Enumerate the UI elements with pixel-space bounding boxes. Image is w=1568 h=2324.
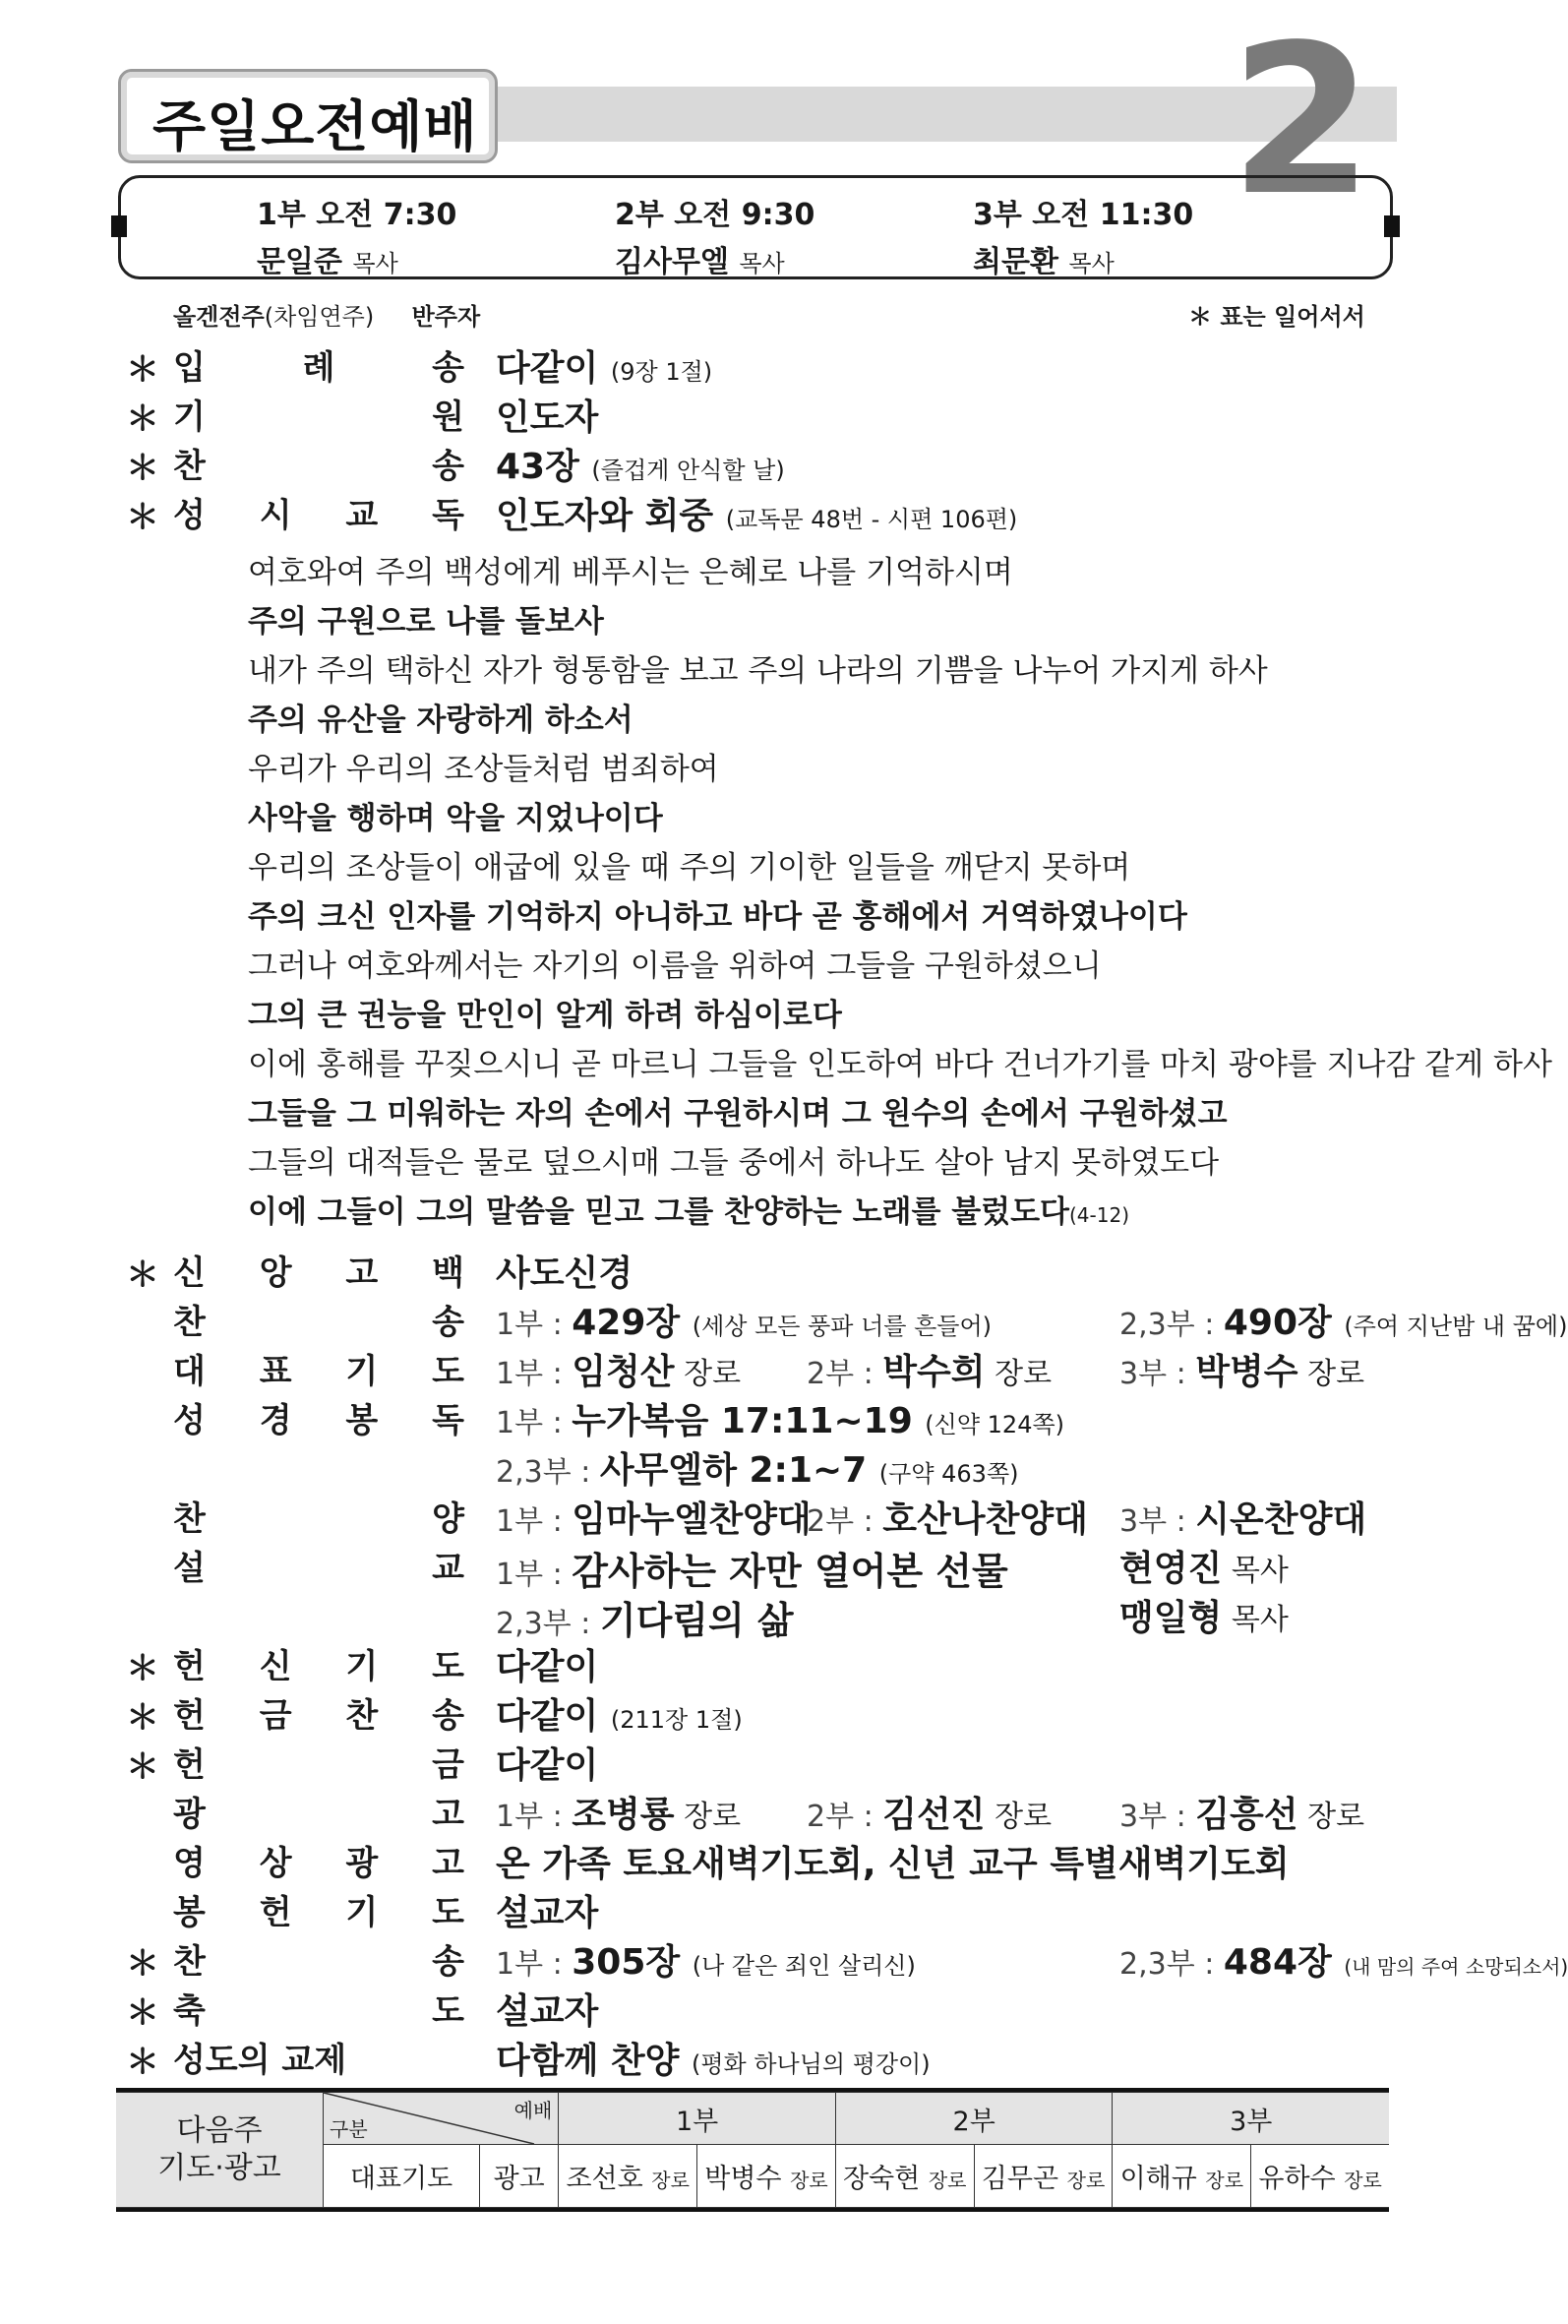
hymn-23: 490장 [1223, 1303, 1332, 1343]
row-label: 헌 금 [173, 1745, 464, 1785]
row-label: 축 도 [173, 1991, 464, 2031]
service-2-role: 목사 [739, 250, 785, 277]
order-row-entrance [126, 340, 1405, 390]
cell-2-notice: 김무곤 장로 [974, 2145, 1113, 2208]
service-1-pastor: 문일준 [257, 245, 342, 279]
stand-marker: ＊ [126, 1255, 159, 1295]
reading-line: 그의 큰 권능을 만인이 알게 하려 하심이로다 [248, 998, 842, 1033]
standing-note: ＊ 표는 일어서서 [1188, 303, 1365, 331]
row-value: 인도자 [496, 398, 599, 438]
row-label: 성도의 교제 [173, 2041, 347, 2080]
row-note: (즐겁게 안식할 날) [591, 457, 785, 484]
service-1 [257, 190, 456, 280]
order-row-offering-prayer: 봉 헌 기 도 설교자 [126, 1885, 1405, 1934]
reading-line: 우리가 우리의 조상들처럼 범죄하여 [248, 752, 719, 787]
row-label: 봉 헌 기 도 [173, 1893, 464, 1932]
row-note: (9장 1절) [610, 358, 713, 386]
cell-1-notice: 박병수 장로 [697, 2145, 836, 2208]
order-row-prayer: 대 표 기 도 1부 : 임청산 장로 2부 : 박수희 장로 3부 : 박병수 장로 [126, 1344, 1405, 1393]
box-marker-right [1384, 215, 1400, 237]
order-row-choir: 찬 양 1부 : 임마누엘찬양대 2부 : 호산나찬양대 3부 : 시온찬양대 [126, 1492, 1405, 1541]
cell-2-prayer: 장숙현 장로 [835, 2145, 974, 2208]
service-times-box [118, 175, 1393, 279]
row-label: 성 경 봉 독 [173, 1401, 464, 1440]
order-row-invocation [126, 390, 1405, 439]
row-label: 헌 금 찬 송 [173, 1696, 464, 1736]
sub-notice: 광고 [480, 2145, 559, 2208]
service-2 [615, 190, 814, 280]
row-value: 인도자와 회중 [496, 496, 714, 536]
order-row-announcements: 광 고 1부 : 조병룡 장로 2부 : 김선진 장로 3부 : 김흥선 장로 [126, 1787, 1405, 1836]
row-label: 찬 양 [173, 1499, 464, 1539]
row-label: 설 교 [173, 1549, 464, 1588]
service-3-time: 3부 오전 11:30 [973, 198, 1194, 232]
row-value: 43장 [496, 447, 579, 487]
order-row-scripture: 성 경 봉 독 1부 : 누가복음 17:11~19 (신약 124쪽) [126, 1393, 1405, 1442]
order-row-creed [126, 1246, 1405, 1295]
prelude-label: 올겐전주 [173, 303, 265, 331]
title-bar [118, 69, 1397, 159]
hymn-1: 429장 [572, 1303, 681, 1343]
row-label: 헌 신 기 도 [173, 1647, 464, 1686]
row-label: 신 앙 고 백 [173, 1254, 464, 1293]
reading-line: 그러나 여호와께서는 자기의 이름을 위하여 그들을 구원하셨으니 [248, 948, 1102, 984]
next-week-table [116, 2088, 1389, 2212]
cell-3-prayer: 이해규 장로 [1113, 2145, 1251, 2208]
order-row-offering-hymn: ＊ 헌 금 찬 송 다같이 (211장 1절) [126, 1688, 1405, 1738]
service-3-role: 목사 [1068, 250, 1115, 277]
order-row-dedication-prayer: ＊ 헌 신 기 도 다같이 [126, 1639, 1405, 1688]
stand-marker: ＊ [126, 399, 159, 439]
service-2-pastor: 김사무엘 [615, 245, 729, 279]
service-1-role: 목사 [352, 250, 398, 277]
reading-line: 그들을 그 미워하는 자의 손에서 구원하시며 그 원수의 손에서 구원하셨고 [248, 1096, 1228, 1131]
reading-line: 주의 구원으로 나를 돌보사 [248, 604, 604, 640]
service-3 [973, 190, 1193, 280]
reading-line-text: 이에 그들이 그의 말씀을 믿고 그를 찬양하는 노래를 불렀도다 [248, 1194, 1069, 1230]
stand-marker: ＊ [126, 498, 159, 537]
order-row-hymn-1 [126, 439, 1405, 488]
order-row-fellowship: ＊ 성도의 교제 다함께 찬양 (평화 하나님의 평강이) [126, 2033, 1405, 2082]
row-label: 찬 송 [173, 1303, 464, 1342]
box-marker-left [111, 215, 127, 237]
header-service-2: 2부 [835, 2093, 1113, 2145]
header-diagonal-cell [324, 2093, 559, 2145]
row-label: 대 표 기 도 [173, 1352, 464, 1391]
order-row-video-announcement: 영 상 광 고 온 가족 토요새벽기도회, 신년 교구 특별새벽기도회 [126, 1836, 1405, 1885]
page-title: 주일오전예배 [152, 95, 478, 159]
order-row-benediction: ＊ 축 도 설교자 [126, 1984, 1405, 2033]
service-3-pastor: 최문환 [973, 245, 1058, 279]
reading-line: 주의 유산을 자랑하게 하소서 [248, 703, 633, 738]
row-value: 다같이 [496, 348, 599, 389]
next-week-label: 다음주 기도·광고 [116, 2093, 324, 2208]
header-yebae: 예배 [513, 2099, 553, 2122]
reading-line: 그들의 대적들은 물로 덮으시매 그들 중에서 하나도 살아 남지 못하였도다 [248, 1145, 1220, 1181]
order-row-hymn-3: ＊ 찬 송 1부 : 305장 (나 같은 죄인 살리신) 2,3부 : 484장 (내 맘의 주여 소망되소서) [126, 1934, 1405, 1984]
order-row-offering: ＊ 헌 금 다같이 [126, 1738, 1405, 1787]
reading-line: 주의 크신 인자를 기억하지 아니하고 바다 곧 홍해에서 거역하였나이다 [248, 899, 1187, 935]
reading-line: 사악을 행하며 악을 지었나이다 [248, 801, 663, 836]
service-2-time: 2부 오전 9:30 [615, 198, 815, 232]
cell-1-prayer: 조선호 장로 [559, 2145, 697, 2208]
row-note: (교독문 48번 - 시편 106편) [725, 506, 1018, 533]
row-value: 사도신경 [496, 1254, 633, 1294]
row-label: 영 상 광 고 [173, 1844, 464, 1883]
stand-marker: ＊ [126, 449, 159, 488]
order-row-hymn-2: 찬 송 1부 : 429장 (세상 모든 풍파 너를 흔들어) 2,3부 : 490장 (주여 지난밤 내 꿈에) [126, 1295, 1405, 1344]
title-tab [118, 69, 498, 163]
sub-prayer: 대표기도 [324, 2145, 480, 2208]
reading-line: 여호와여 주의 백성에게 베푸시는 은혜로 나를 기억하시며 [248, 555, 1013, 590]
sermon-title-2: 기다림의 삶 [599, 1599, 794, 1642]
row-label: 입 례 송 [173, 348, 464, 388]
order-row-scripture-2: 2,3부 : 사무엘하 2:1~7 (구약 463쪽) [496, 1450, 1019, 1491]
prelude-sub: (차임연주) [264, 303, 375, 331]
reading-line: 이에 홍해를 꾸짖으시니 곧 마르니 그들을 인도하여 바다 건너가기를 마치 광야를 지나감 같게 하사 [248, 1047, 1552, 1082]
header-service-3: 3부 [1113, 2093, 1389, 2145]
hymn-1-title: (세상 모든 풍파 너를 흔들어) [692, 1313, 992, 1340]
reading-line-last [248, 1187, 1129, 1231]
row-label: 찬 송 [173, 447, 464, 486]
stand-marker: ＊ [126, 350, 159, 390]
order-row-responsive-reading [126, 488, 1405, 537]
order-row-sermon-2: 2,3부 : 기다림의 삶 맹일형 목사 [496, 1598, 1289, 1642]
sermon-title-1: 감사하는 자만 열어본 선물 [572, 1550, 1008, 1593]
accompanist-label: 반주자 [411, 303, 481, 331]
row-label: 기 원 [173, 398, 464, 437]
header-service-1: 1부 [559, 2093, 836, 2145]
page-number: 2 [1230, 0, 1374, 241]
order-row-sermon: 설 교 1부 : 감사하는 자만 열어본 선물 현영진 목사 [126, 1541, 1405, 1590]
cell-3-notice: 유하수 장로 [1251, 2145, 1389, 2208]
prelude-note [173, 297, 480, 332]
row-label: 찬 송 [173, 1942, 464, 1982]
row-label: 광 고 [173, 1795, 464, 1834]
reading-reference: (4-12) [1069, 1203, 1129, 1227]
row-label: 성 시 교 독 [173, 496, 464, 535]
service-1-time: 1부 오전 7:30 [257, 198, 457, 232]
reading-line: 내가 주의 택하신 자가 형통함을 보고 주의 나라의 기쁨을 나누어 가지게 하사 [248, 653, 1268, 689]
reading-line: 우리의 조상들이 애굽에 있을 때 주의 기이한 일들을 깨닫지 못하며 [248, 850, 1131, 886]
hymn-23-title: (주여 지난밤 내 꿈에) [1344, 1313, 1568, 1340]
header-gubun: 구분 [330, 2117, 368, 2141]
